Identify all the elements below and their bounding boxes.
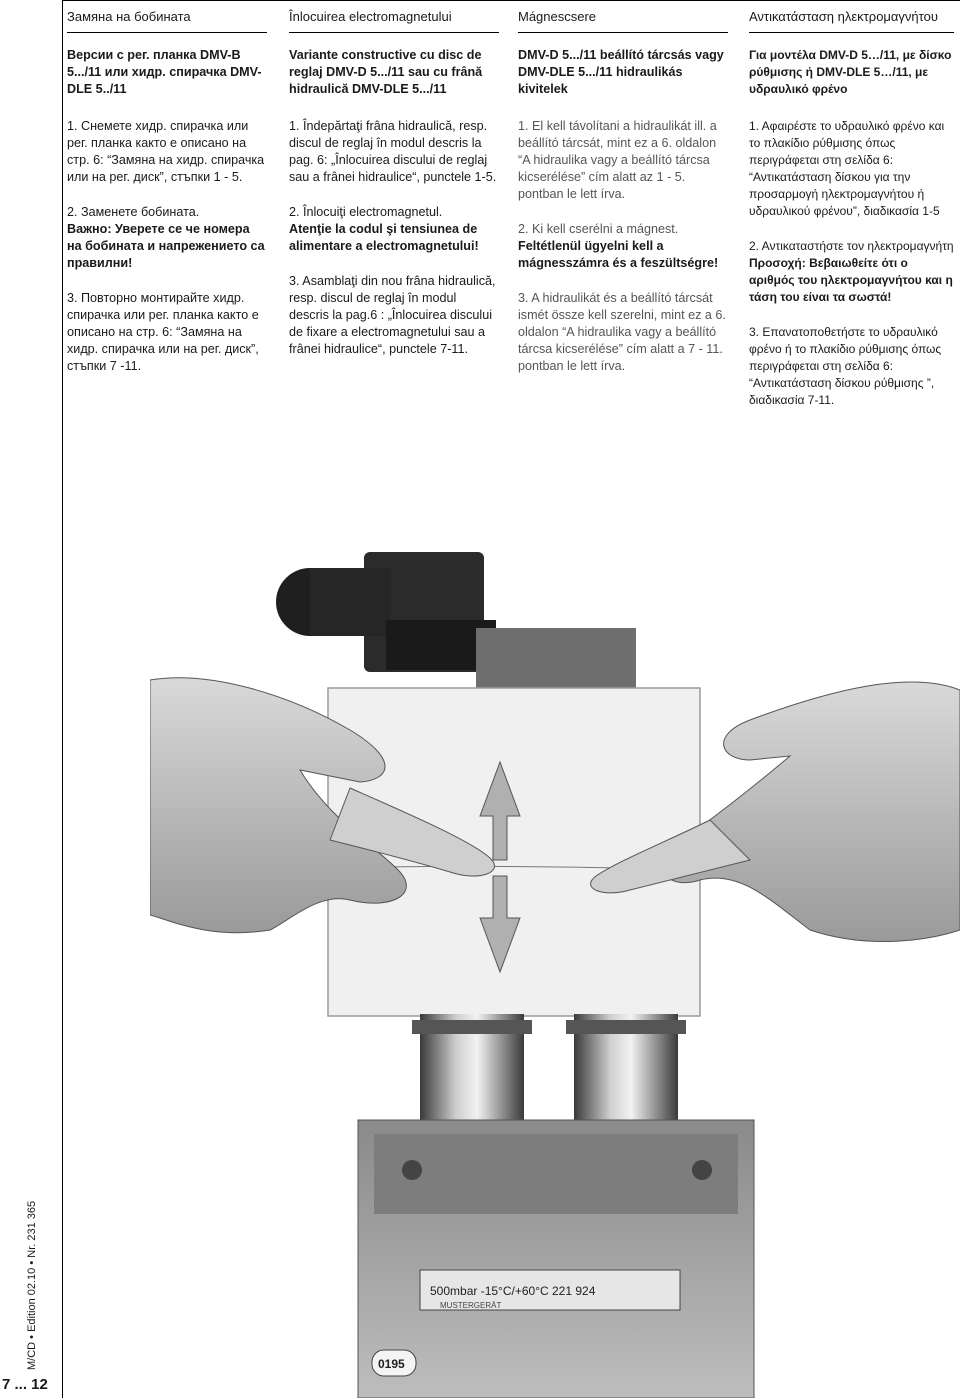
valve-body	[358, 1120, 754, 1398]
connector-plug	[276, 552, 496, 672]
column-subtitle: Για μοντέλα DMV-D 5…/11, με δίσκο ρύθμισης ή DMV-DLE 5…/11, με υδραυλικό φρένο	[749, 48, 952, 96]
step-2: 2. Αντικαταστήστε τον ηλεκτρομαγνήτη Προσοχή: Βεβαιωθείτε ότι ο αριθμός του ηλεκτρομαγνήτου και η τάση του είναι τα σωστά!	[749, 239, 954, 304]
step-2: 2. Ki kell cserélni a mágnest. Feltétlenül ügyelni kell a mágnesszámra és a feszültségre!	[518, 221, 728, 272]
nameplate-text: 500mbar -15°C/+60°C 221 924	[430, 1284, 596, 1298]
right-hand	[662, 682, 960, 942]
column-title: Mágnescsere	[518, 8, 728, 33]
column-hungarian	[518, 8, 728, 393]
solenoid-replacement-photo	[150, 520, 960, 1398]
header-rule	[62, 0, 960, 1]
step-2-warning: Atenţie la codul şi tensiunea de alimentare a electromagnetului!	[289, 222, 479, 253]
nameplate-subtext: MUSTERGERÄT	[440, 1301, 502, 1310]
step-2: 2. Înlocuiţi electromagnetul. Atenţie la codul şi tensiunea de alimentare a electromagnetului!	[289, 204, 499, 255]
left-margin-rule	[62, 0, 63, 1398]
column-title: Замяна на бобината	[67, 8, 267, 33]
column-subtitle: Variante constructive cu disc de reglaj DMV-D 5.../11 sau cu frână hidraulică DMV-DLE 5.../11	[289, 48, 483, 96]
step-1: 1. Îndepărtaţi frâna hidraulică, resp. discul de reglaj în modul descris la pag. 6: „Înlocuirea discului de reglaj sau a frânei hidraulice“, punctele 1-5.	[289, 119, 497, 184]
column-bulgarian	[67, 8, 267, 393]
step-1: 1. Αφαιρέστε το υδραυλικό φρένο και το πλακίδιο ρύθμισης όπως περιγράφεται στη σελίδα 6: “Αντικατάσταση δίσκου για την προσαρμογή ηλεκτρομαγνήτου ή υδραυλικού φρένου”, διαδικασία 1-5	[749, 119, 945, 218]
column-subtitle: DMV-D 5.../11 beállító tárcsás vagy DMV-DLE 5.../11 hidraulikás kivitelek	[518, 48, 724, 96]
step-3: 3. Повторно монтирайте хидр. спирачка или рег. планка както е описано на стр. 6: “Замяна на хидр. спирачка или на рег. диск”, стъпки 7 -11.	[67, 291, 259, 373]
stamp-number: 0195	[378, 1357, 405, 1371]
step-2-warning: Feltétlenül ügyelni kell a mágnesszámra és a feszültségre!	[518, 239, 719, 270]
column-greek	[749, 8, 954, 427]
step-3: 3. A hidraulikát és a beállító tárcsát ismét össze kell szerelni, mint ez a 6. oldalon “A hidraulika vagy a beállító tárcsa kicserélése” cím alatt a 7 - 11. pontban le lett írva.	[518, 291, 726, 373]
column-title: Αντικατάσταση ηλεκτρομαγνήτου	[749, 8, 954, 33]
column-title: Înlocuirea electromagnetului	[289, 8, 499, 33]
column-romanian	[289, 8, 499, 376]
step-2: 2. Заменете бобината. Важно: Уверете се че номера на бобината и напрежението са правилни!	[67, 204, 267, 272]
page-number: 7 ... 12	[2, 1376, 48, 1393]
step-1: 1. Снемете хидр. спирачка или рег. планка както е описано на стр. 6: “Замяна на хидр. спирачка или на рег. диск”, стъпки 1 - 5.	[67, 119, 265, 184]
step-2-warning: Важно: Уверете се че номера на бобината и напрежението са правилни!	[67, 222, 265, 270]
column-subtitle: Версии с рег. планка DMV-B 5.../11 или хидр. спирачка DMV-DLE 5../11	[67, 48, 262, 96]
step-3: 3. Asamblaţi din nou frâna hidraulică, resp. discul de reglaj în modul descris la pag.6 : „Înlocuirea discului de fixare a electromagnetului sau a frânei hidraulice“, punctele 7-11.	[289, 274, 496, 356]
step-3: 3. Επανατοποθετήστε το υδραυλικό φρένο ή το πλακίδιο ρύθμισης όπως περιγράφεται στη σελίδα 6: “Αντικατάσταση δίσκου ρύθμισης ”, διαδικασία 7-11.	[749, 325, 942, 407]
step-2-warning: Προσοχή: Βεβαιωθείτε ότι ο αριθμός του ηλεκτρομαγνήτου και η τάση του είναι τα σωστά!	[749, 256, 953, 304]
document-code: M/CD • Edition 02.10 • Nr. 231 365	[26, 1200, 38, 1370]
step-1: 1. El kell távolítani a hidraulikát ill. a beállító tárcsát, mint ez a 6. oldalon “A hidraulika vagy a beállító tárcsa kicserélése” cím alatt az 1 - 5. pontban le lett írva.	[518, 119, 717, 201]
